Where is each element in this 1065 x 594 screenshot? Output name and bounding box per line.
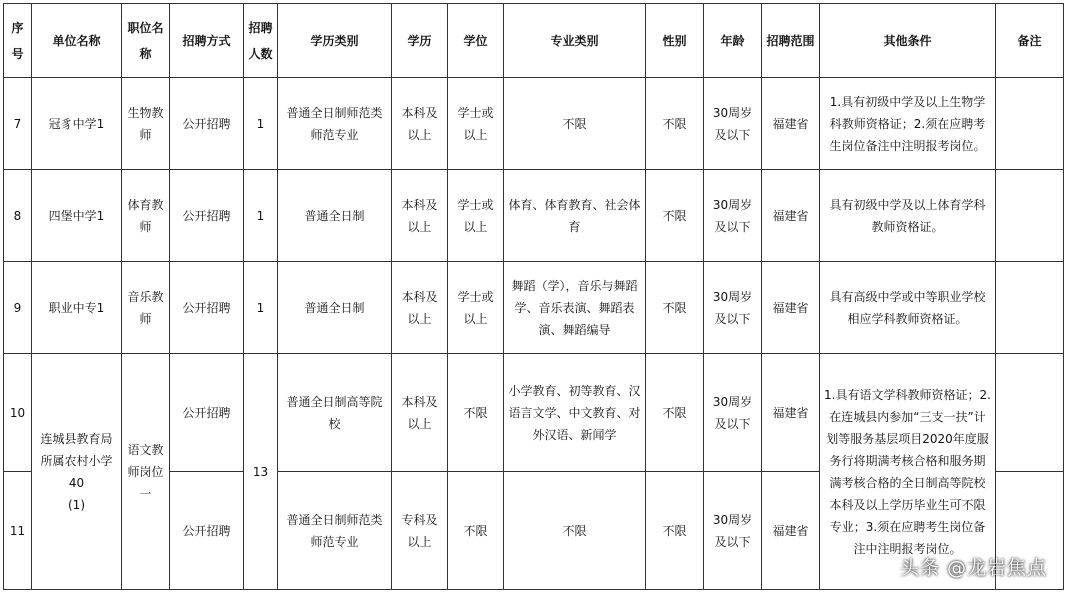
cell-seq: 10 bbox=[4, 354, 32, 472]
cell-scope: 福建省 bbox=[762, 262, 820, 354]
cell-scope: 福建省 bbox=[762, 170, 820, 262]
header-degree: 学位 bbox=[448, 4, 504, 78]
cell-other-merged: 1.具有语文学科教师资格证；2.在连城县内参加“三支一扶”计划等服务基层项目2020年度服务行将期满考核合格和服务期满考核合格的全日制高等院校本科及以上学历毕业生可不限专业；3.须在应聘考生岗位备注中注明报考岗位。 bbox=[820, 354, 996, 590]
table-row bbox=[4, 170, 1064, 262]
cell-degree: 不限 bbox=[448, 472, 504, 590]
header-method: 招聘方式 bbox=[170, 4, 244, 78]
header-major: 专业类别 bbox=[504, 4, 646, 78]
cell-degree: 学士或以上 bbox=[448, 78, 504, 170]
cell-position: 体育教师 bbox=[122, 170, 170, 262]
cell-other: 1.具有初级中学及以上生物学科教师资格证；2.须在应聘考生岗位备注中注明报考岗位。 bbox=[820, 78, 996, 170]
cell-seq: 9 bbox=[4, 262, 32, 354]
cell-method: 公开招聘 bbox=[170, 472, 244, 590]
cell-other: 具有初级中学及以上体育学科教师资格证。 bbox=[820, 170, 996, 262]
cell-edu-type: 普通全日制师范类师范专业 bbox=[278, 78, 392, 170]
cell-gender: 不限 bbox=[646, 472, 704, 590]
cell-age: 30周岁及以下 bbox=[704, 78, 762, 170]
cell-scope: 福建省 bbox=[762, 354, 820, 472]
table-row bbox=[4, 354, 1064, 472]
table-row bbox=[4, 78, 1064, 170]
cell-count: 1 bbox=[244, 262, 278, 354]
cell-edu: 本科及以上 bbox=[392, 170, 448, 262]
cell-method: 公开招聘 bbox=[170, 78, 244, 170]
header-age: 年龄 bbox=[704, 4, 762, 78]
cell-edu-type: 普通全日制师范类师范专业 bbox=[278, 472, 392, 590]
cell-gender: 不限 bbox=[646, 78, 704, 170]
cell-position: 音乐教师 bbox=[122, 262, 170, 354]
cell-age: 30周岁及以下 bbox=[704, 262, 762, 354]
cell-note bbox=[996, 78, 1064, 170]
recruitment-table bbox=[3, 3, 1064, 590]
cell-edu-type: 普通全日制高等院校 bbox=[278, 354, 392, 472]
cell-edu: 本科及以上 bbox=[392, 78, 448, 170]
cell-major: 体育、体育教育、社会体育 bbox=[504, 170, 646, 262]
header-other: 其他条件 bbox=[820, 4, 996, 78]
cell-edu: 本科及以上 bbox=[392, 262, 448, 354]
unit-name: 连城县教育局所属农村小学40 bbox=[40, 431, 113, 490]
cell-count: 1 bbox=[244, 170, 278, 262]
cell-other: 具有高级中学或中等职业学校相应学科教师资格证。 bbox=[820, 262, 996, 354]
header-count: 招聘人数 bbox=[244, 4, 278, 78]
cell-age: 30周岁及以下 bbox=[704, 354, 762, 472]
header-edu-type: 学历类别 bbox=[278, 4, 392, 78]
header-gender: 性别 bbox=[646, 4, 704, 78]
watermark: 头条 @龙岩焦点 bbox=[899, 557, 1047, 579]
cell-scope: 福建省 bbox=[762, 472, 820, 590]
cell-count-merged: 13 bbox=[244, 354, 278, 590]
header-scope: 招聘范围 bbox=[762, 4, 820, 78]
cell-count: 1 bbox=[244, 78, 278, 170]
cell-degree: 学士或以上 bbox=[448, 262, 504, 354]
cell-note bbox=[996, 170, 1064, 262]
cell-gender: 不限 bbox=[646, 262, 704, 354]
cell-unit: 四堡中学1 bbox=[32, 170, 122, 262]
cell-gender: 不限 bbox=[646, 354, 704, 472]
cell-position: 生物教师 bbox=[122, 78, 170, 170]
unit-suffix: (1) bbox=[68, 497, 85, 512]
cell-seq: 11 bbox=[4, 472, 32, 590]
header-seq: 序号 bbox=[4, 4, 32, 78]
cell-edu: 本科及以上 bbox=[392, 354, 448, 472]
cell-method: 公开招聘 bbox=[170, 354, 244, 472]
header-position: 职位名称 bbox=[122, 4, 170, 78]
cell-edu: 专科及以上 bbox=[392, 472, 448, 590]
cell-unit: 职业中专1 bbox=[32, 262, 122, 354]
cell-age: 30周岁及以下 bbox=[704, 472, 762, 590]
cell-method: 公开招聘 bbox=[170, 262, 244, 354]
cell-degree: 学士或以上 bbox=[448, 170, 504, 262]
cell-seq: 8 bbox=[4, 170, 32, 262]
cell-position-merged: 语文教师岗位一 bbox=[122, 354, 170, 590]
cell-major: 不限 bbox=[504, 78, 646, 170]
cell-edu-type: 普通全日制 bbox=[278, 170, 392, 262]
cell-method: 公开招聘 bbox=[170, 170, 244, 262]
header-row bbox=[4, 4, 1064, 78]
cell-unit-merged bbox=[32, 354, 122, 590]
cell-note bbox=[996, 262, 1064, 354]
table-row bbox=[4, 262, 1064, 354]
cell-seq: 7 bbox=[4, 78, 32, 170]
cell-degree: 不限 bbox=[448, 354, 504, 472]
cell-unit: 冠豸中学1 bbox=[32, 78, 122, 170]
cell-major: 舞蹈（学），音乐与舞蹈学、音乐表演、舞蹈表演、舞蹈编导 bbox=[504, 262, 646, 354]
cell-major: 小学教育、初等教育、汉语言文学、中文教育、对外汉语、新闻学 bbox=[504, 354, 646, 472]
cell-scope: 福建省 bbox=[762, 78, 820, 170]
cell-age: 30周岁及以下 bbox=[704, 170, 762, 262]
header-note: 备注 bbox=[996, 4, 1064, 78]
cell-edu-type: 普通全日制 bbox=[278, 262, 392, 354]
cell-note bbox=[996, 354, 1064, 472]
header-unit: 单位名称 bbox=[32, 4, 122, 78]
cell-major: 不限 bbox=[504, 472, 646, 590]
cell-gender: 不限 bbox=[646, 170, 704, 262]
header-edu: 学历 bbox=[392, 4, 448, 78]
